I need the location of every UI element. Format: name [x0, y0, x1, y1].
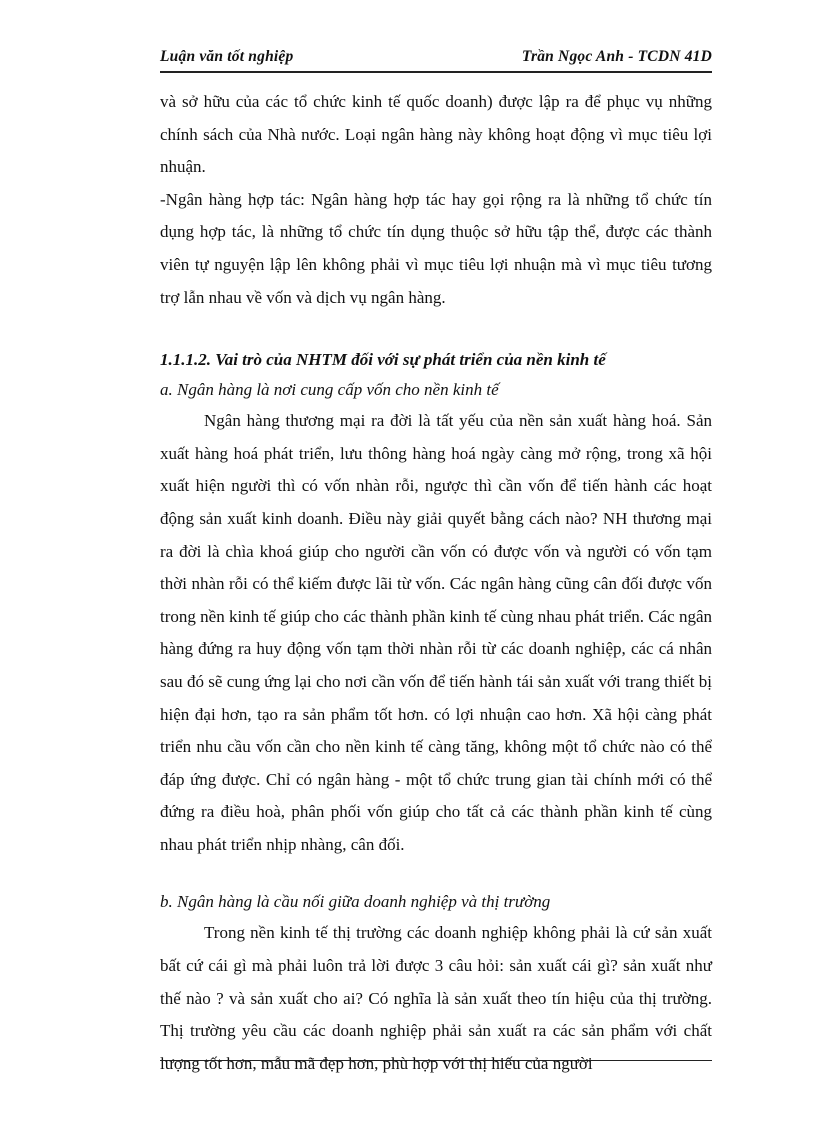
subheading-a: a. Ngân hàng là nơi cung cấp vốn cho nền kinh tế [160, 380, 499, 400]
section-heading: 1.1.1.2. Vai trò của NHTM đối với sự phát triển của nền kinh tế [160, 350, 606, 370]
subheading-b: b. Ngân hàng là cầu nối giữa doanh nghiệp và thị trường [160, 892, 551, 912]
paragraph-market-bridge: Trong nền kinh tế thị trường các doanh nghiệp không phải là cứ sản xuất bất cứ cái gì mà phải luôn trả lời được 3 câu hỏi: sản xuất cái gì? sản xuất như thế nào ? và sản xuất cho ai? Có nghĩa là sản xuất theo tín hiệu của thị trường. Thị trường yêu cầu các doanh nghiệp phải sản xuất ra các sản phẩm với chất lượng tốt hơn, mẫu mã đẹp hơn, phù hợp với thị hiếu của người [160, 923, 712, 1073]
paragraph-capital-supply: Ngân hàng thương mại ra đời là tất yếu của nền sản xuất hàng hoá. Sản xuất hàng hoá phát triển, lưu thông hàng hoá ngày càng mở rộng, trong xã hội xuất hiện người thì có vốn nhàn rỗi, ngược thì cần vốn để tiến hành các hoạt động sản xuất kinh doanh. Điều này giải quyết bằng cách nào? NH thương mại ra đời là chìa khoá giúp cho người cần vốn có được vốn và người có vốn tạm thời nhàn rỗi có thể kiếm được lãi từ vốn. Các ngân hàng cũng cân đối được vốn trong nền kinh tế giúp cho các thành phần kinh tế cùng nhau phát triển. Các ngân hàng đứng ra huy động vốn tạm thời nhàn rỗi từ các doanh nghiệp, các cá nhân sau đó sẽ cung ứng lại cho nơi cần vốn để tiến hành tái sản xuất với trang thiết bị hiện đại hơn, tạo ra sản phẩm tốt hơn. có lợi nhuận cao hơn. Xã hội càng phát triển nhu cầu vốn cần cho nền kinh tế càng tăng, không một tổ chức nào có thể đáp ứng được. Chỉ có ngân hàng - một tổ chức trung gian tài chính mới có thể đứng ra điều hoà, phân phối vốn giúp cho tất cả các thành phần kinh tế cùng nhau phát triển nhịp nhàng, cân đối. [160, 411, 712, 854]
header-author-label: Trần Ngọc Anh - TCDN 41D [521, 48, 712, 65]
document-body [160, 86, 712, 1080]
paragraph-cooperative-banks: -Ngân hàng hợp tác: Ngân hàng hợp tác hay gọi rộng ra là những tổ chức tín dụng hợp tác, là những tổ chức tín dụng thuộc sở hữu tập thể, được các thành viên tự nguyện lập lên không phải vì mục tiêu lợi nhuận mà vì mục tiêu tương trợ lẫn nhau về vốn và dịch vụ ngân hàng. [160, 189, 712, 307]
header-thesis-label: Luận văn tốt nghiệp [160, 48, 294, 65]
paragraph-state-banks: và sở hữu của các tổ chức kinh tế quốc doanh) được lập ra để phục vụ những chính sách của Nhà nước. Loại ngân hàng này không hoạt động vì mục tiêu lợi nhuận. [160, 92, 712, 177]
page-header [160, 47, 712, 73]
spacer [160, 314, 712, 345]
spacer [160, 861, 712, 887]
footer-divider [160, 1060, 712, 1061]
